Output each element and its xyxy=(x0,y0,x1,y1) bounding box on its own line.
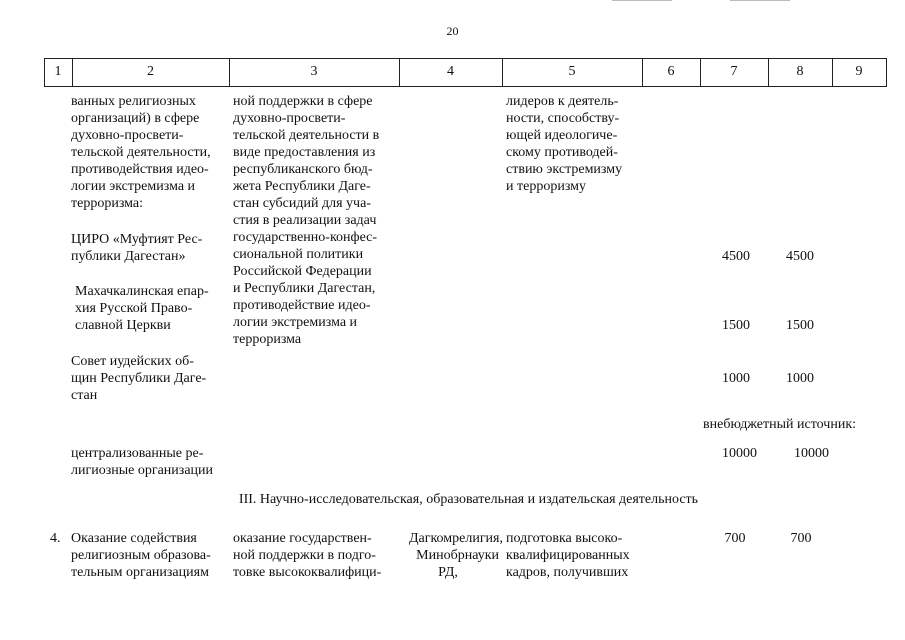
text-line: республиканского бюд- xyxy=(233,162,373,177)
text-line: религиозным образова- xyxy=(71,548,211,563)
header-col-8: 8 xyxy=(796,64,804,79)
text-line: ванных религиозных xyxy=(71,94,196,109)
text-line: терроризма xyxy=(233,332,302,347)
recipient-name: централизованные ре- xyxy=(71,446,204,461)
amount-col7: 1500 xyxy=(722,318,750,333)
text-line: подготовка высоко- xyxy=(506,531,623,546)
text-line: ной поддержки в сфере xyxy=(233,94,373,109)
text-line: Минобрнауки xyxy=(416,548,499,563)
text-line: тельской деятельности, xyxy=(71,145,211,160)
text-line: Дагкомрелигия, xyxy=(408,531,503,546)
text-line: организаций) в сфере xyxy=(71,111,200,126)
recipient-name: лигиозные организации xyxy=(71,463,214,478)
text-line: жета Республики Даге- xyxy=(233,179,371,194)
recipient-name: Совет иудейских об- xyxy=(71,354,194,369)
amount-col8: 1500 xyxy=(786,318,814,333)
recipient-name: стан xyxy=(71,388,98,403)
amount-col8: 1000 xyxy=(786,371,814,386)
header-top-rule xyxy=(44,58,887,59)
scan-artifact xyxy=(730,0,790,1)
text-line: квалифицированных xyxy=(506,548,630,563)
text-line: сиональной политики xyxy=(233,247,364,262)
text-line: кадров, получивших xyxy=(506,565,629,580)
section-title: III. Научно-исследовательская, образовательная и издательская деятельность xyxy=(238,492,699,507)
header-col-2: 2 xyxy=(147,64,154,79)
page-number: 20 xyxy=(446,24,459,38)
recipient-name: ЦИРО «Муфтият Рес- xyxy=(71,232,203,247)
recipient-name: публики Дагестан» xyxy=(71,249,186,264)
text-line: терроризма: xyxy=(71,196,144,211)
text-line: логии экстремизма и xyxy=(233,315,358,330)
header-col-4: 4 xyxy=(447,64,454,79)
text-line: оказание государствен- xyxy=(233,531,372,546)
header-bottom-rule xyxy=(44,86,887,87)
header-col-9: 9 xyxy=(855,64,863,79)
text-line: стия в реализации задач xyxy=(233,213,377,228)
text-line: Оказание содействия xyxy=(71,531,197,546)
text-line: ствию экстремизму xyxy=(506,162,623,177)
amount-col7: 1000 xyxy=(722,371,750,386)
text-line: государственно-конфес- xyxy=(233,230,378,245)
recipient-name: славной Церкви xyxy=(75,318,171,333)
text-line: ности, способству- xyxy=(506,111,620,126)
text-line: скому противодей- xyxy=(506,145,618,160)
text-line: противодействия идео- xyxy=(71,162,209,177)
extrabudget-label: внебюджетный источник: xyxy=(703,417,857,432)
text-line: товке высококвалифици- xyxy=(233,565,382,580)
text-line: логии экстремизма и xyxy=(71,179,196,194)
amount-col7: 700 xyxy=(724,531,746,546)
text-line: духовно-просвети- xyxy=(71,128,184,143)
header-col-3: 3 xyxy=(310,64,318,79)
row-number: 4. xyxy=(50,531,61,546)
header-col-5: 5 xyxy=(568,64,576,79)
text-line: ной поддержки в подго- xyxy=(233,548,376,563)
text-line: противодействие идео- xyxy=(233,298,371,313)
scan-artifact xyxy=(612,0,672,1)
text-line: тельным организациям xyxy=(71,565,209,580)
text-line: тельской деятельности в xyxy=(233,128,380,143)
recipient-name: хия Русской Право- xyxy=(75,301,193,316)
recipient-name: Махачкалинская епар- xyxy=(75,284,209,299)
amount-col7: 4500 xyxy=(722,249,750,264)
recipient-name: щин Республики Даге- xyxy=(71,371,207,386)
text-line: ющей идеологиче- xyxy=(506,128,618,143)
header-col-7: 7 xyxy=(730,64,738,79)
amount-col8: 700 xyxy=(790,531,812,546)
header-col-1: 1 xyxy=(54,64,62,79)
text-line: и терроризму xyxy=(506,179,587,194)
column-divider xyxy=(886,59,887,86)
text-line: РД, xyxy=(438,565,458,580)
text-line: Российской Федерации xyxy=(233,264,372,279)
header-col-6: 6 xyxy=(667,64,675,79)
amount-col8: 4500 xyxy=(786,249,814,264)
text-line: виде предоставления из xyxy=(233,145,376,160)
text-line: лидеров к деятель- xyxy=(506,94,619,109)
amount-col7: 10000 xyxy=(722,446,757,461)
text-line: стан субсидий для уча- xyxy=(233,196,371,211)
text-line: духовно-просвети- xyxy=(233,111,346,126)
text-line: и Республики Дагестан, xyxy=(233,281,376,296)
amount-col8: 10000 xyxy=(794,446,829,461)
